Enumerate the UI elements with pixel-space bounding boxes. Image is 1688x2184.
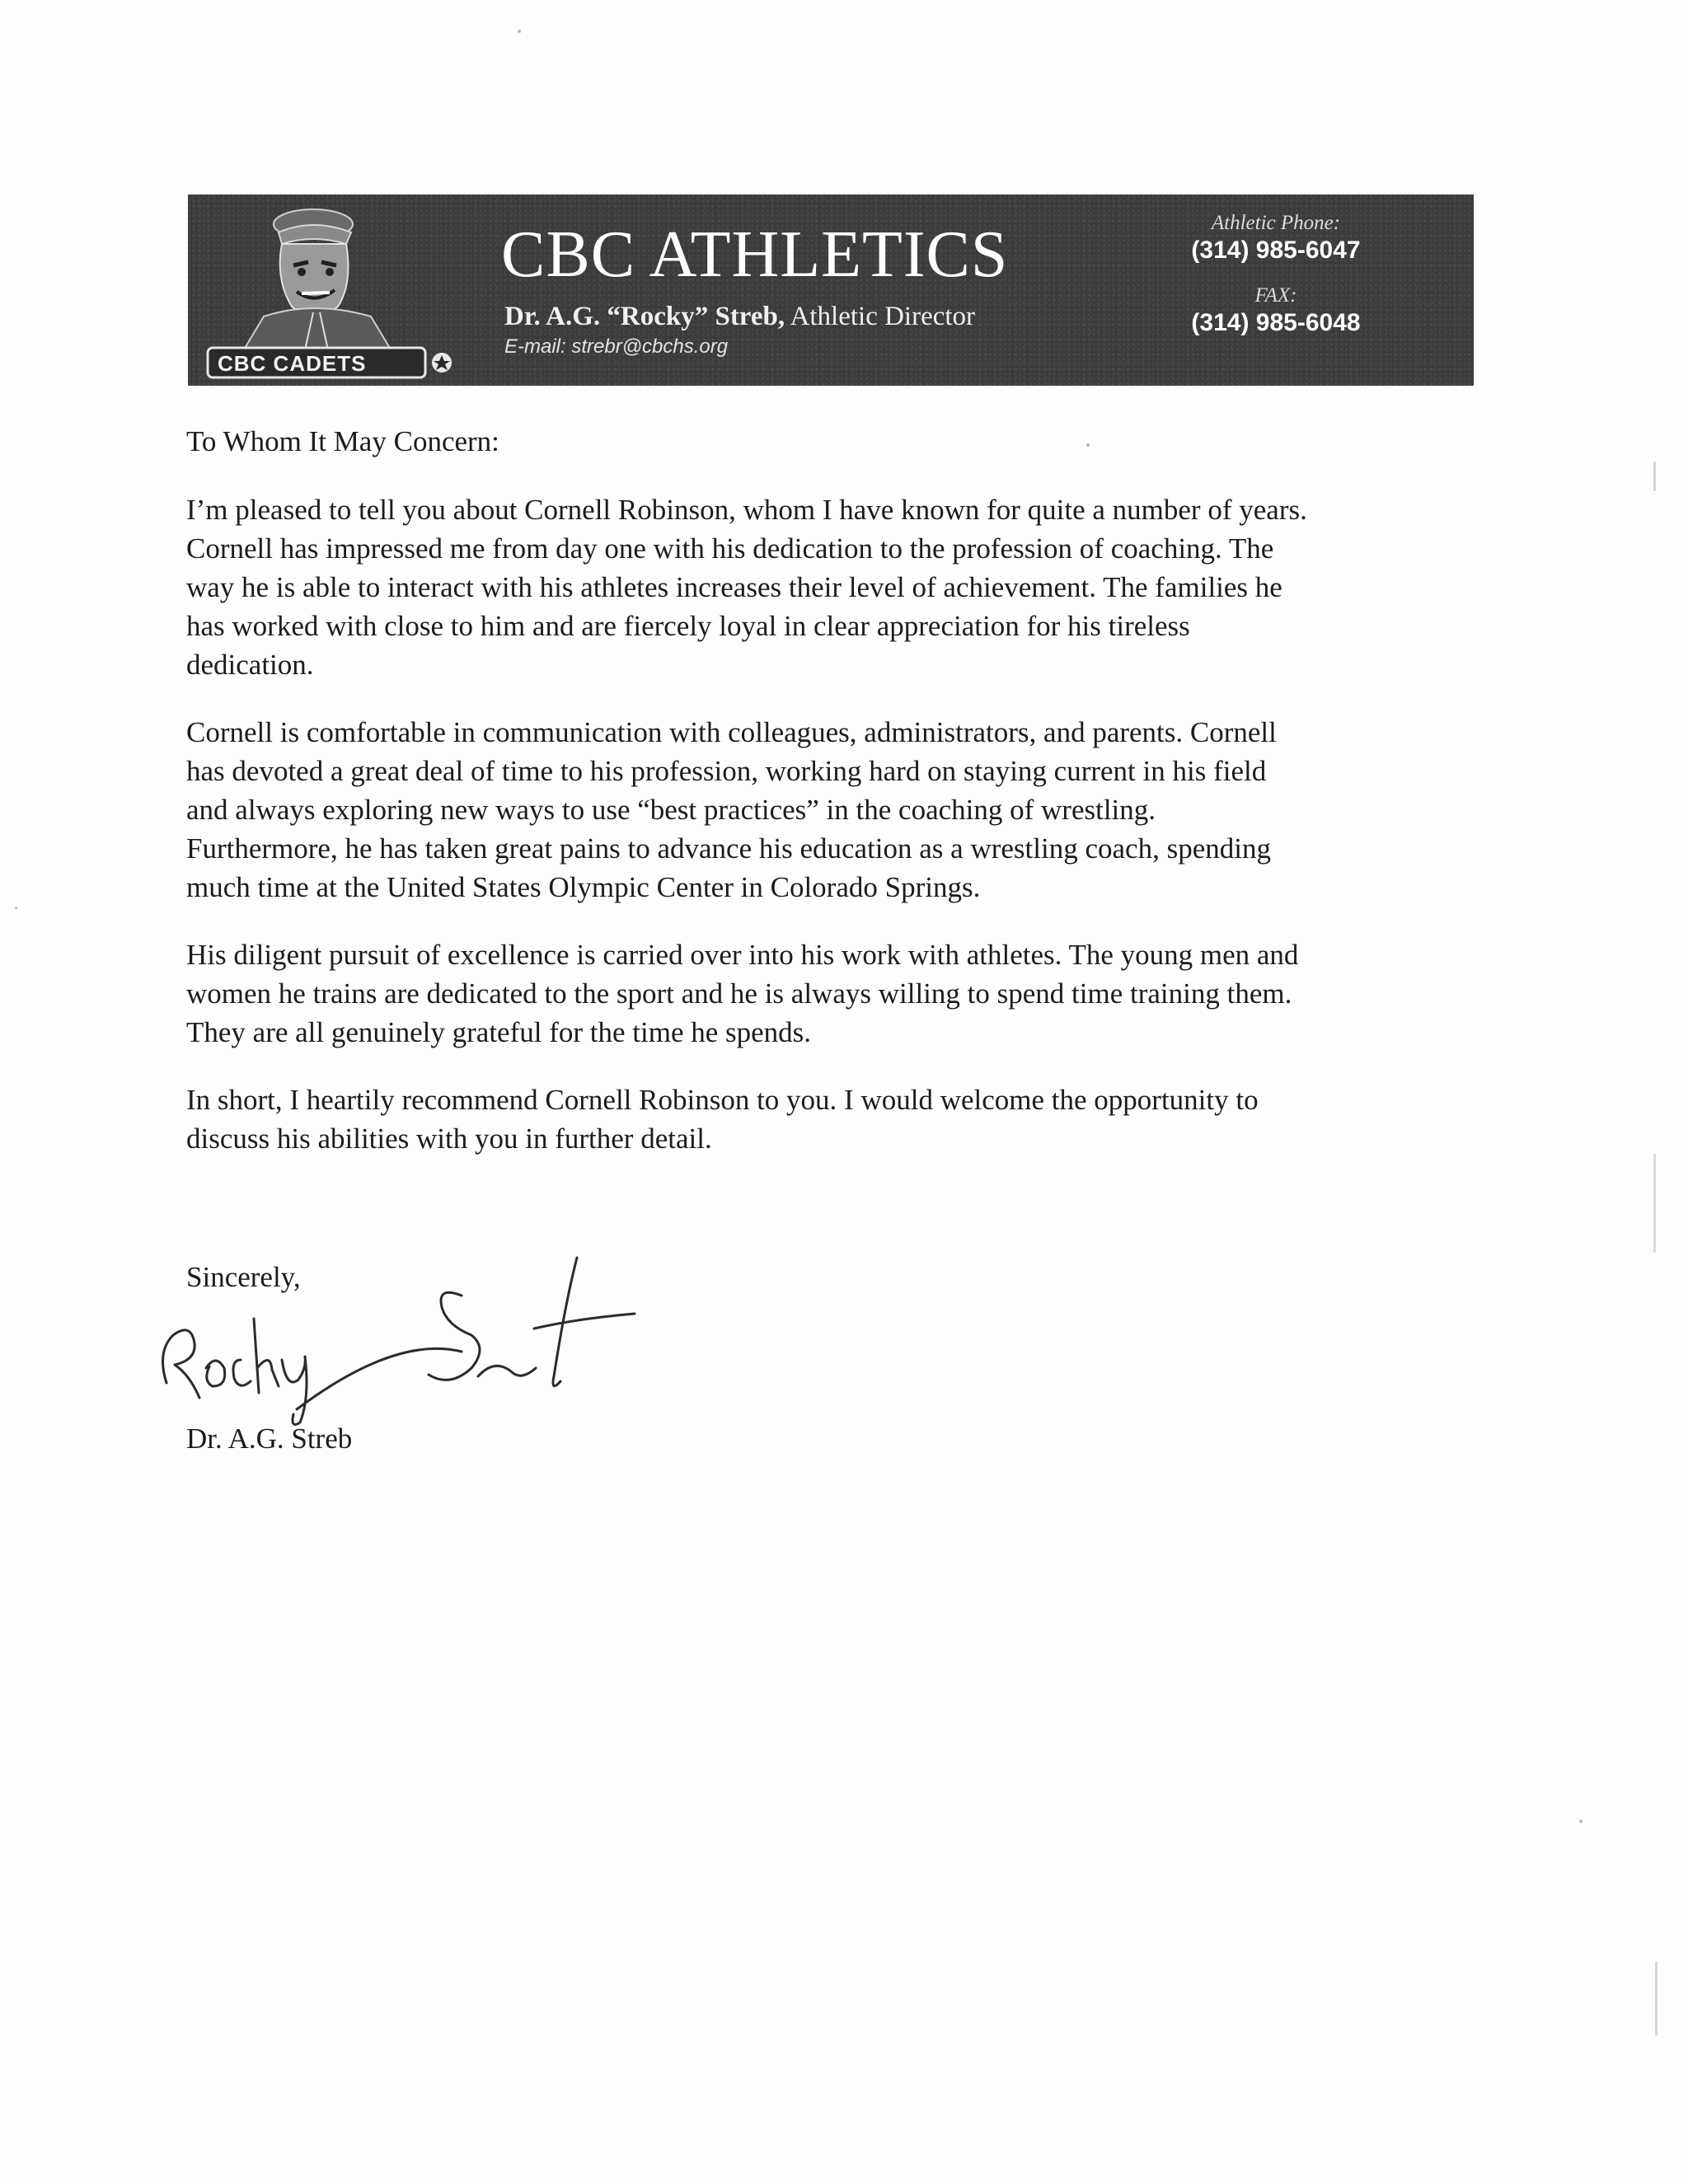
closing: Sincerely, — [186, 1261, 301, 1293]
contact-block — [1136, 211, 1416, 338]
scan-speck — [1653, 462, 1656, 491]
fax-label: FAX: — [1254, 284, 1297, 307]
fax-number: (314) 985-6048 — [1191, 309, 1361, 336]
letterhead-banner — [188, 194, 1474, 386]
letter-body — [186, 422, 1472, 1187]
paragraph-3: His diligent pursuit of excellence is carried over into his work with athletes. The young men and women he trains are dedicated to the sport and he is always willing to spend time training them. They are all genuinely grateful for the time he spends. — [186, 939, 1299, 1048]
scan-speck — [1653, 1154, 1656, 1253]
handwritten-signature — [148, 1236, 643, 1426]
phone-number: (314) 985-6047 — [1191, 237, 1361, 264]
director-name: Dr. A.G. “Rocky” Streb, — [504, 302, 785, 331]
scan-speck — [1655, 1961, 1658, 2036]
paragraph-2: Cornell is comfortable in communication with colleagues, administrators, and parents. Cornell has devoted a great deal of time to his profession, working hard on staying current in his field and always exploring new ways to use “best practices” in the coaching of wrestling. Furthermore, he has taken great pains to advance his education as a wrestling coach, spending much time at the United States Olympic Center in Colorado Springs. — [186, 716, 1277, 903]
paragraph-4: In short, I heartily recommend Cornell Robinson to you. I would welcome the opportunity to discuss his abilities with you in further detail. — [186, 1084, 1259, 1155]
athletic-director-line — [504, 300, 975, 333]
paragraph-1: I’m pleased to tell you about Cornell Robinson, whom I have known for quite a number of years. Cornell has impressed me from day one with his dedication to the profession of coaching. The way he is able to interact with his athletes increases their level of achievement. The families he has worked with close to him and are fiercely loyal in clear appreciation for his tireless dedication. — [186, 494, 1307, 681]
salutation: To Whom It May Concern: — [186, 425, 499, 457]
scan-speck — [1086, 443, 1090, 447]
phone-label: Athletic Phone: — [1211, 212, 1341, 234]
scan-speck — [518, 30, 521, 33]
cadets-mascot-logo — [206, 201, 453, 381]
scan-speck — [1579, 1820, 1582, 1823]
director-email: E-mail: strebr@cbchs.org — [504, 335, 729, 358]
director-title: Athletic Director — [785, 302, 976, 331]
svg-text:CBC CADETS: CBC CADETS — [218, 351, 367, 376]
letterhead-title: CBC ATHLETICS — [501, 218, 1009, 291]
signer-name: Dr. A.G. Streb — [186, 1422, 353, 1455]
scan-speck — [15, 907, 17, 909]
